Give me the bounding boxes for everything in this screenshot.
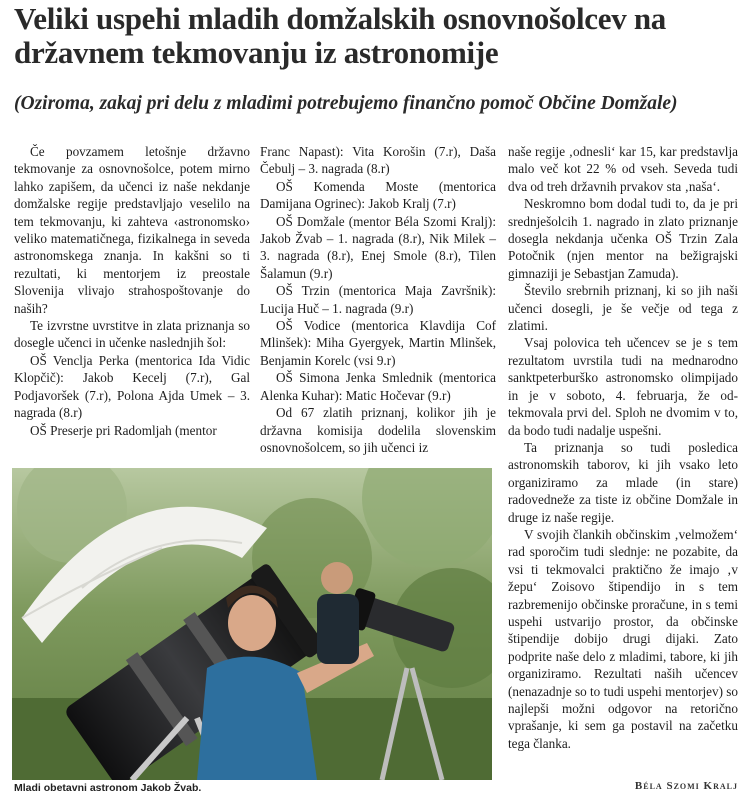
paragraph: Franc Napast): Vita Korošin (7.r), Daša Čebulj – 3. nagrada (8.r) xyxy=(260,144,496,177)
telescope-photo-illustration xyxy=(12,468,492,780)
paragraph: Vsaj polovica teh učencev se je s tem rezultatom uvrstila tudi na mednarodno sanktpeterburško astronomsko olimpijado in je v soboto, 4. februarja, že od-tekmovala prvi del. Sploh ne dvomim v to, da bodo tudi nadalje uspešni. xyxy=(508,335,738,438)
article-author: Béla Szomi Kralj xyxy=(634,780,738,792)
article-headline: Veliki uspehi mladih domžalskih osnovnošolcev na državnem tekmovanju iz astronomije xyxy=(14,1,666,70)
paragraph: OŠ Domžale (mentor Béla Szomi Kralj): Jakob Žvab – 1. nagrada (8.r), Nik Milek – 3. nagrada (8.r), Enej Smole (8.r), Tilen Šalamun (9.r) xyxy=(260,213,496,281)
paragraph: naše regije ‚odnesli‘ kar 15, kar predstavlja malo več kot 22 % od vseh. Seveda tudi dva od treh državnih prvakov sta ‚naša‘. xyxy=(508,144,738,194)
paragraph: Neskromno bom dodal tudi to, da je pri srednješolcih 1. nagrado in zlato priznanje dosegla nekdanja učenka OŠ Trzin Zala Potočnik (njen mentor na bežigrajski gimnaziji je Sebastjan Zamuda). xyxy=(508,196,738,281)
paragraph: OŠ Preserje pri Radomljah (mentor xyxy=(30,422,217,438)
paragraph: Število srebrnih priznanj, ki so jih naši učenci dosegli, je še večje od tega z zlatimi. xyxy=(508,283,738,334)
paragraph: Če povzamem letošnje državno tekmovanje za osnovnošolce, potem mirno lahko zapišem, da učenci iz naše nekdanje domžalske regije predstavljajo veselilo na tem tekmovanju, ki zahteva ‹astronomsko› veliko matematičnega, fizikalnega in seveda astronomskega znanja. In kakšni so ti rezultati, ki mentorjem iz preostale Slovenija vlivajo strahospoštovanje do naših? xyxy=(14,144,250,316)
article-photo xyxy=(12,468,492,780)
paragraph: V svojih člankih občinskim ‚velmožem‘ rad sporočim tudi slednje: ne pozabite, da vsi ti tekmovalci praktično že imajo ‚v žepu‘ Zoisovo štipendijo in s tem razbremenijo občinske proračune, in s temi uspehi ustvarijo prostor, da občinske štipendije dobijo drugi dijaki. Zato podprite naše delo z mladimi, tabore, ki jih organiziramo. Rezultati naših učencev (nenazadnje so to tudi uspehi mentorjev) so najlepši možni odgovor na retorično vprašanje, ki sem ga postavil na začetku tega članka. xyxy=(508,526,738,751)
paragraph: OŠ Venclja Perka (mentorica Ida Vidic Klopčič): Jakob Kecelj (7.r), Gal Podjavoršek (7.r), Polona Ajda Umek – 3. nagrada (8.r) xyxy=(14,352,250,421)
text-column-2 xyxy=(260,143,496,456)
text-column-3 xyxy=(508,143,738,752)
paragraph: OŠ Simona Jenka Smlednik (mentorica Alenka Kuhar): Matic Hočevar (9.r) xyxy=(260,370,496,403)
article-subtitle: (Oziroma, zakaj pri delu z mladimi potrebujemo finančno pomoč Občine Domžale) xyxy=(14,93,678,114)
paragraph: Od 67 zlatih priznanj, kolikor jih je državna komisija dodelila slovenskim osnovnošolcem, so jih učenci iz xyxy=(260,405,496,455)
paragraph: Ta priznanja so tudi posledica astronomskih taborov, ki jih vsako leto organiziramo za mlade (in stare) radovedneže za tiste iz občine Domžale in druge iz naše regije. xyxy=(508,439,738,525)
text-column-1 xyxy=(14,143,250,439)
paragraph: OŠ Vodice (mentorica Klavdija Cof Mlinšek): Miha Gyergyek, Martin Mlinšek, Benjamin Korelc (vsi 9.r) xyxy=(260,318,496,368)
paragraph: OŠ Komenda Moste (mentorica Damijana Ogrinec): Jakob Kralj (7.r) xyxy=(260,178,496,212)
paragraph: OŠ Trzin (mentorica Maja Završnik): Lucija Huč – 1. nagrada (9.r) xyxy=(260,283,496,316)
paragraph: Te izvrstne uvrstitve in zlata priznanja so dosegle učenci in učenke naslednjih šol: xyxy=(14,318,250,351)
photo-caption: Mladi obetavni astronom Jakob Žvab. xyxy=(14,782,202,794)
